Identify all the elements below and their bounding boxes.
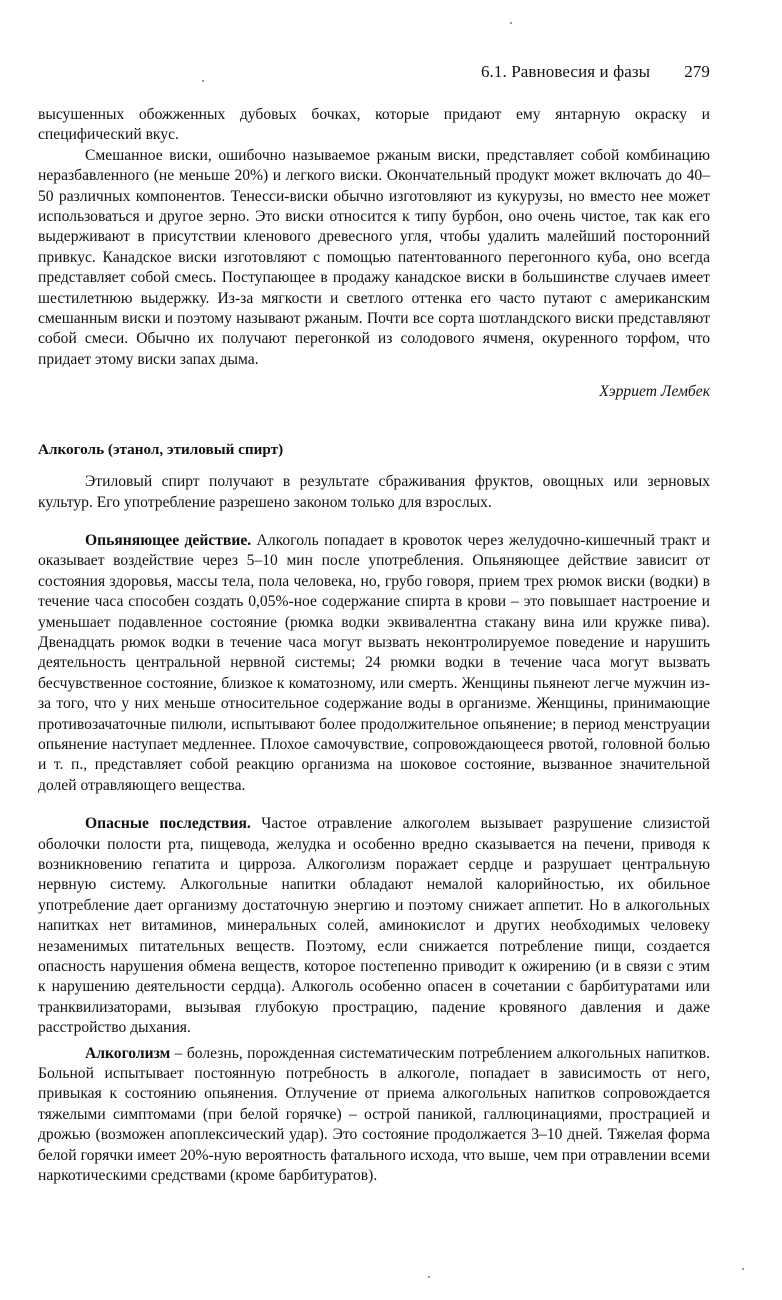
page-number: 279 [684,62,710,81]
run-in-heading-intoxication: Опьяняющее действие. [85,531,252,549]
paragraph-intoxication [38,531,710,796]
scan-speck [510,22,512,24]
scan-speck [742,1268,744,1270]
running-head [481,62,710,82]
paragraph-blended-whisky: Смешанное виски, ошибочно называемое ржаным виски, представляет собой комбинацию неразбавленного (не меньше 20%) и легкого виски. Окончательный продукт может включать до 40–50 различных компонентов. Тенесси-виски обычно изготовляют из кукурузы, но вместо нее может использоваться и другое зерно. Это виски относится к типу бурбон, оно очень чистое, так как его выдерживают в присутствии кленового древесного угля, чтобы удалить малейший посторонний привкус. Канадское виски изготовляют с помощью патентованного перегонного куба, оно всегда представляет собой смесь. Поступающее в продажу канадское виски в большинстве случаев имеет шестилетнюю выдержку. Из-за мягкости и светлого оттенка его часто путают с американским смешанным виски и поэтому называют ржаным. Почти все сорта шотландского виски представляют собой смеси. Обычно их получают перегонкой из солодового ячменя, окуренного торфом, что придает этому виски запах дыма. [38,146,710,368]
scan-speck [202,80,204,82]
paragraph-consequences-text: Частое отравление алкоголем вызывает разрушение слизистой оболочки полости рта, пищевода, желудка и особенно вредно сказывается на печени, приводя к возникновению гепатита и цирроза. Алкоголизм поражает сердце и разрушает центральную нервную систему. Алкогольные напитки обладают немалой калорийностью, их обильное употребление дает организму достаточную энергию и поэтому снижает аппетит. Но в алкогольных напитках нет витаминов, минеральных солей, аминокислот и других необходимых человеку незаменимых питательных веществ. Поэтому, если снижается потребление пищи, создается опасность нарушения обмена веществ, которое постепенно приводит к ожирению (и в связи с этим к нарушению деятельности сердца). Алкоголь особенно опасен в сочетании с барбитуратами или транквилизаторами, вызывая глубокую прострацию, падение кровяного давления и даже расстройство дыхания. [38,815,710,1037]
section-heading: Алкоголь (этанол, этиловый спирт) [38,440,284,458]
scan-speck [428,1276,430,1278]
author-signature: Хэрриет Лембек [599,383,710,401]
paragraph-alcoholism-text: – болезнь, порожденная систематическим потреблением алкогольных напитков. Больной испытывает постоянную потребность в алкоголе, попадает в зависимость от него, привыкая к состоянию опьянения. Отлучение от приема алкогольных напитков сопровождается тяжелыми симптомами (при белой горячке) – острой паникой, галлюцинациями, прострацией и дрожью (возможен апоплексический удар). Это состояние продолжается 3–10 дней. Тяжелая форма белой горячки имеет 20%-ную вероятность фатального исхода, что выше, чем при отравлении всеми наркотическими средствами (кроме барбитуратов). [38,1044,710,1185]
run-in-heading-consequences: Опасные последствия. [85,815,251,833]
paragraph-alcoholism [38,1044,710,1187]
paragraph-intro: Этиловый спирт получают в результате сбраживания фруктов, овощных или зерновых культур. Его употребление разрешено законом только для взрослых. [38,473,710,511]
run-in-heading-alcoholism: Алкоголизм [85,1044,171,1062]
book-page [38,0,710,1300]
page-body [38,105,710,1187]
paragraph-intoxication-text: Алкоголь попадает в кровоток через желудочно-кишечный тракт и оказывает воздействие через 5–10 мин после употребления. Опьяняющее действие зависит от состояния здоровья, массы тела, пола человека, но, грубо говоря, прием трех рюмок виски (водки) в течение часа способен создать 0,05%-ное содержание спирта в крови – это повышает настроение и уменьшает подавленное состояние (рюмка водки эквивалентна стакану вина или кружке пива). Двенадцать рюмок водки в течение часа могут вызвать неконтролируемое поведение и нарушить деятельность центральной нервной системы; 24 рюмки водки в течение часа могут вызвать бесчувственное состояние, близкое к коматозному, или смерть. Женщины пьянеют легче мужчин из-за того, что у них меньше относительное содержание воды в организме. Женщины, принимающие противозачаточные пилюли, испытывают более продолжительное опьянение; в период менструации опьянение наступает медленнее. Плохое самочувствие, сопровождающееся рвотой, головной болью и т. п., представляет собой реакцию организма на шоковое состояние, вызванное значительной долей отравляющего вещества. [38,531,711,794]
section-title: 6.1. Равновесия и фазы [480,62,651,81]
paragraph-consequences [38,814,710,1038]
paragraph-continued: высушенных обожженных дубовых бочках, которые придают ему янтарную окраску и специфический вкус. [38,106,710,144]
